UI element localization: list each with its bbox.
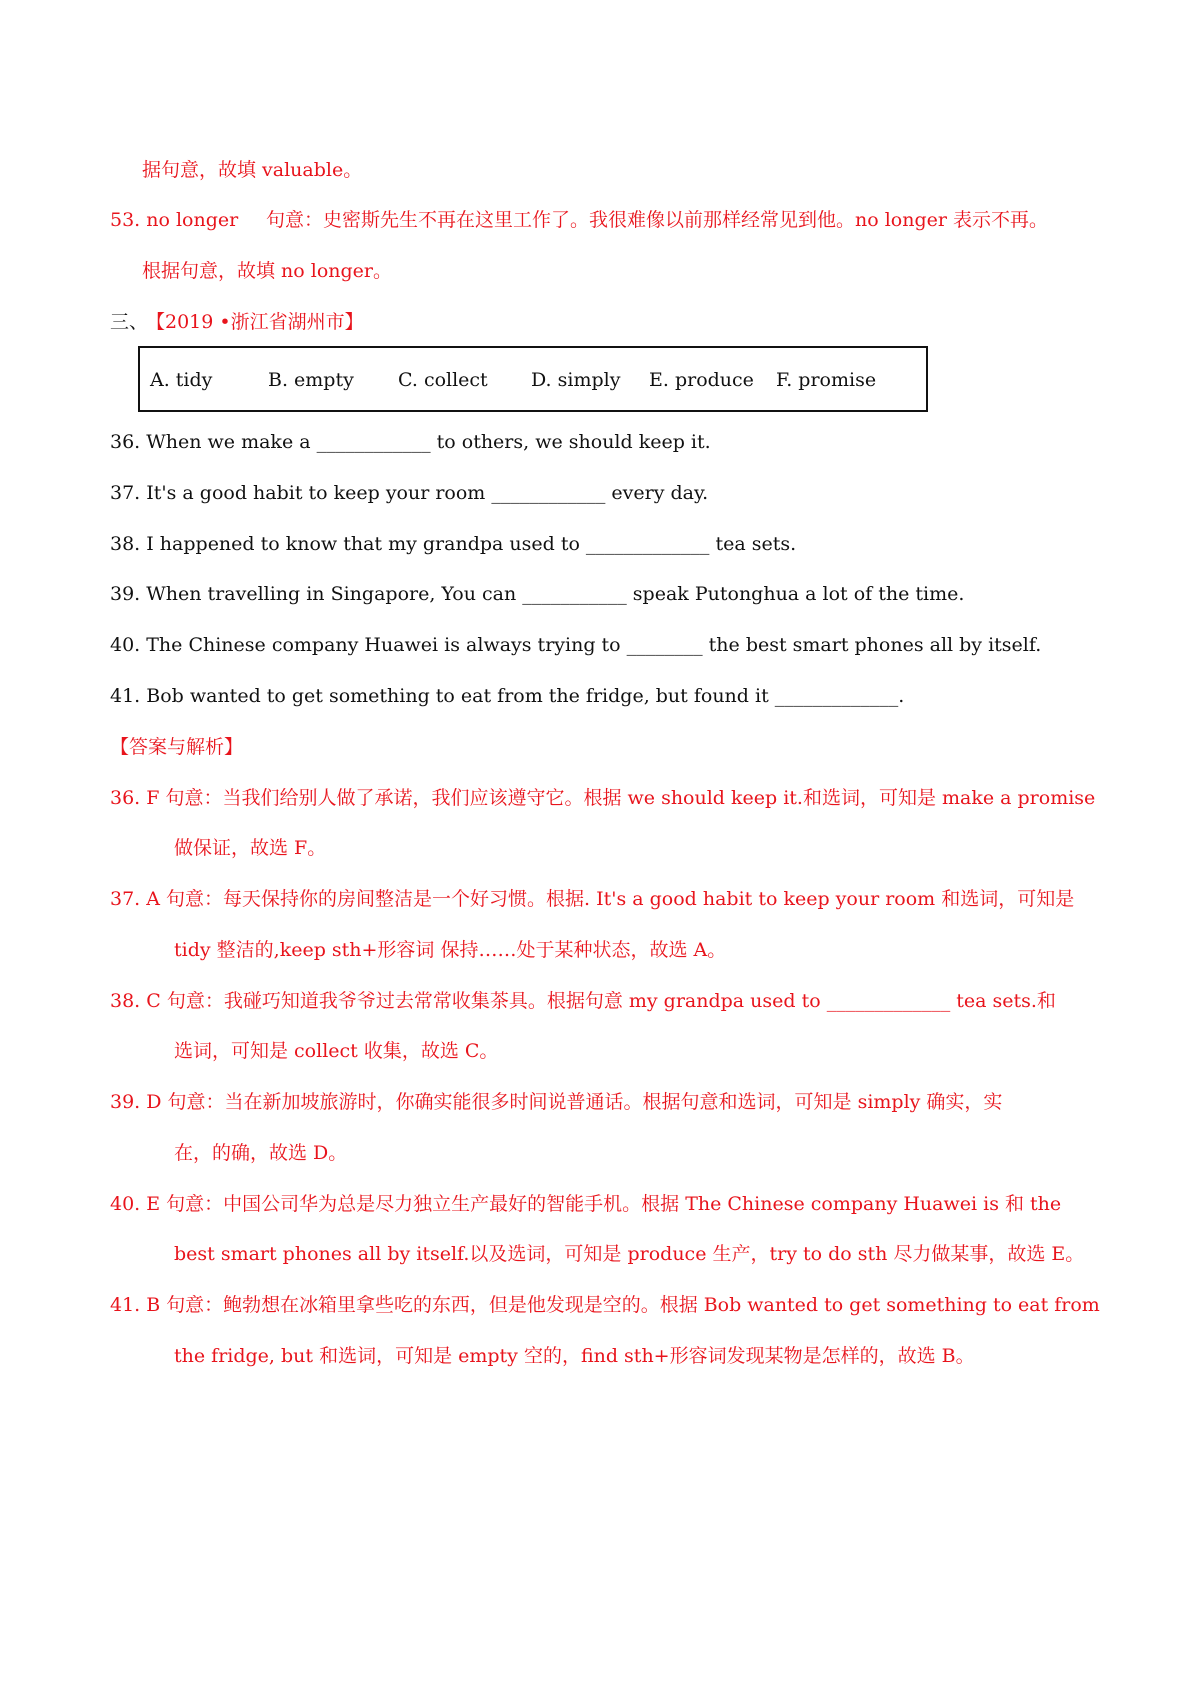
answer-heading: 【答案与解析】	[110, 736, 244, 758]
answer-41-cont: the fridge, but 和选词，可知是 empty 空的，find sth+形容词发现某物是怎样的，故选 B。	[174, 1345, 975, 1367]
answer-37-cont: tidy 整洁的,keep sth+形容词 保持……处于某种状态，故选 A。	[174, 939, 727, 961]
section-number: 三、	[110, 311, 149, 333]
answer-53-explanation-cont: 根据句意，故填 no longer。	[142, 260, 392, 282]
word-option: B. empty	[268, 369, 354, 391]
answer-38: 38. C 句意：我碰巧知道我爷爷过去常常收集茶具。根据句意 my grandpa used to _____________ tea sets.和	[110, 990, 1056, 1012]
word-option: D. simply	[531, 369, 621, 391]
answer-36: 36. F 句意：当我们给别人做了承诺，我们应该遵守它。根据 we should keep it.和选词，可知是 make a promise	[110, 787, 1096, 809]
question-40: 40. The Chinese company Huawei is always trying to ________ the best smart phones all by itself.	[110, 634, 1042, 656]
answer-39: 39. D 句意：当在新加坡旅游时，你确实能很多时间说普通话。根据句意和选词，可知是 simply 确实，实	[110, 1091, 1003, 1113]
answer-37: 37. A 句意：每天保持你的房间整洁是一个好习惯。根据. It's a good habit to keep your room 和选词，可知是	[110, 888, 1075, 910]
answer-36-cont: 做保证，故选 F。	[174, 837, 327, 859]
question-36: 36. When we make a ____________ to others, we should keep it.	[110, 431, 711, 453]
answer-40-cont: best smart phones all by itself.以及选词，可知是 produce 生产，try to do sth 尽力做某事，故选 E。	[174, 1243, 1085, 1265]
answer-41: 41. B 句意：鲍勃想在冰箱里拿些吃的东西，但是他发现是空的。根据 Bob wanted to get something to eat from	[110, 1294, 1100, 1316]
word-option: A. tidy	[150, 369, 213, 391]
answer-53-explanation: 句意：史密斯先生不再在这里工作了。我很难像以前那样经常见到他。no longer 表示不再。	[266, 209, 1048, 231]
answer-40: 40. E 句意：中国公司华为总是尽力独立生产最好的智能手机。根据 The Chinese company Huawei is 和 the	[110, 1193, 1062, 1215]
explanation-line: 据句意，故填 valuable。	[142, 159, 363, 181]
section-source: 【2019 •浙江省湖州市】	[146, 311, 364, 333]
question-39: 39. When travelling in Singapore, You can ___________ speak Putonghua a lot of the time.	[110, 583, 965, 605]
answer-39-cont: 在，的确，故选 D。	[174, 1142, 348, 1164]
question-41: 41. Bob wanted to get something to eat from the fridge, but found it _____________.	[110, 685, 905, 707]
word-option: C. collect	[398, 369, 488, 391]
word-option: E. produce	[649, 369, 754, 391]
answer-38-cont: 选词，可知是 collect 收集，故选 C。	[174, 1040, 499, 1062]
question-37: 37. It's a good habit to keep your room ____________ every day.	[110, 482, 709, 504]
answer-53-number: 53. no longer	[110, 209, 239, 231]
question-38: 38. I happened to know that my grandpa used to _____________ tea sets.	[110, 533, 797, 555]
word-option: F. promise	[776, 369, 877, 391]
